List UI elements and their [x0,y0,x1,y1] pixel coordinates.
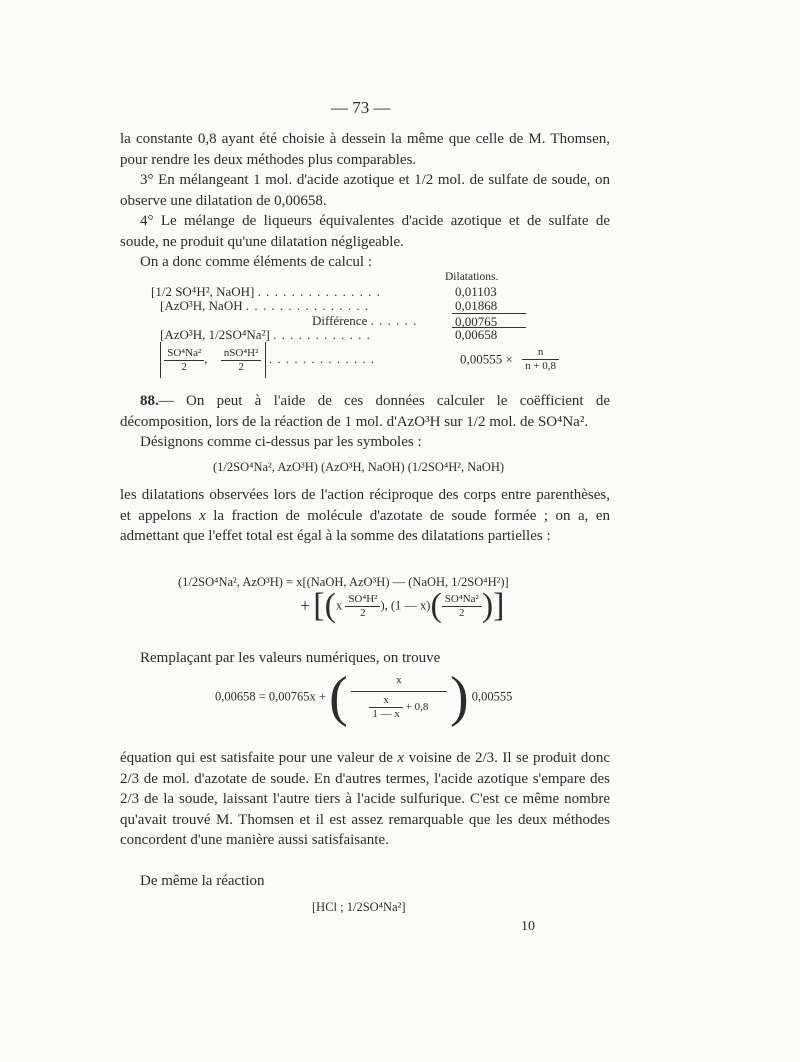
row-dots: . . . . . . [370,313,418,328]
row-label: [AzO³H, 1/2SO⁴Na²] [160,327,270,342]
paragraph-4: 4° Le mélange de liqueurs équivalentes d'acide azotique et de sulfate de soude, ne produit qu'une dilatation négligeable. [120,213,610,250]
table-header: Dilatations. [445,271,499,283]
section-number: 88. [140,393,159,409]
fraction: $\frac{n}{n + 0,8}$ [522,346,559,373]
row-dots: . . . . . . . . . . . . [273,327,371,342]
table-row-fraction: $\frac{\text{SO⁴Na²}}{2}$ , $\frac{\text{nSO⁴H²}}{2}$ . . . . . . . . . . . . . [160,342,375,378]
page-number: — 73 — [331,98,391,117]
row-value: 0,01103 [455,284,497,299]
fraction: $\frac{\text{nSO⁴H²}}{2}$ [221,347,262,374]
paragraph-remplacant: Remplaçant par les valeurs numériques, on trouve [140,650,441,666]
paragraph-dilatations: les dilatations observées lors de l'action réciproque des corps entre parenthèses, et appelons x la fraction de molécule d'azotate de soude formée ; on a, en admettant que l'effet total est égal à la somme des dilatations partielles : [120,487,610,545]
paragraph-calcul: On a donc comme éléments de calcul : [140,254,372,270]
fraction: x $\frac{x}{1 — x}$ + 0,8 [351,674,447,721]
fraction: $\frac{\text{SO⁴H²}}{2}$ [345,593,380,620]
paragraph-equation: équation qui est satisfaite pour une valeur de x voisine de 2/3. Il se produit donc 2/3 de mol. d'azotate de soude. En d'autres termes, l'acide azotique s'empare des 2/3 de la soude, laissant l'autre tiers à l'acide sulfurique. C'est ce même nombre qu'avait trouvé M. Thomsen et il est assez remarquable que les deux méthodes concordent d'une manière aussi satisfaisante. [120,750,610,849]
row-value: 0,00555 × $\frac{n}{n + 0,8}$ [460,346,559,373]
row-dots: . . . . . . . . . . . . . . . [245,298,370,313]
row-value: 0,00658 [455,327,498,342]
row-label: [AzO³H, NaOH [160,298,243,313]
section-88: 88.— On peut à l'aide de ces données calculer le coëfficient de décomposition, lors de la réaction de 1 mol. d'AzO³H sur 1/2 mol. de SO⁴Na². Désignons comme ci-dessus par les symboles : [120,393,610,451]
row-dots: . . . . . . . . . . . . . . . [257,284,381,299]
fraction: $\frac{\text{SO⁴Na²}}{2}$ [164,347,204,374]
row-label: Différence [312,313,368,328]
fraction: $\frac{x}{1 — x}$ [369,694,403,721]
equation-2: 0,00658 = 0,00765x + ( x $\frac{x}{1 — x}$ + 0,8 ) 0,00555 [215,666,513,728]
row-value: 0,00765 [455,314,498,329]
table-row [160,298,369,314]
paragraph-reaction: De même la réaction [140,873,265,889]
paragraph-constant: la constante 0,8 ayant été choisie à dessein la même que celle de M. Thomsen, pour rendre les deux méthodes plus comparables. [120,131,610,168]
symbols-line: (1/2SO⁴Na², AzO³H) (AzO³H, NaOH) (1/2SO⁴H², NaOH) [213,460,505,474]
table-row [160,327,371,343]
row-label: [1/2 SO⁴H², NaOH] [151,284,255,299]
signature-mark: 10 [521,919,535,934]
equation-3: [HCl ; 1/2SO⁴Na²] [312,900,406,914]
equation-1-line2: + [(x $\frac{\text{SO⁴H²}}{2}$ ), (1 — x)( $\frac{\text{SO⁴Na²}}{2}$ )] [300,587,505,624]
paragraph-3: 3° En mélangeant 1 mol. d'acide azotique et 1/2 mol. de sulfate de soude, on observe une dilatation de 0,00658. [120,172,610,209]
equation-1-line1: (1/2SO⁴Na², AzO³H) = x[(NaOH, AzO³H) — (NaOH, 1/2SO⁴H²)] [178,575,509,589]
fraction: $\frac{\text{SO⁴Na²}}{2}$ [442,593,482,620]
row-value: 0,01868 [455,298,498,313]
